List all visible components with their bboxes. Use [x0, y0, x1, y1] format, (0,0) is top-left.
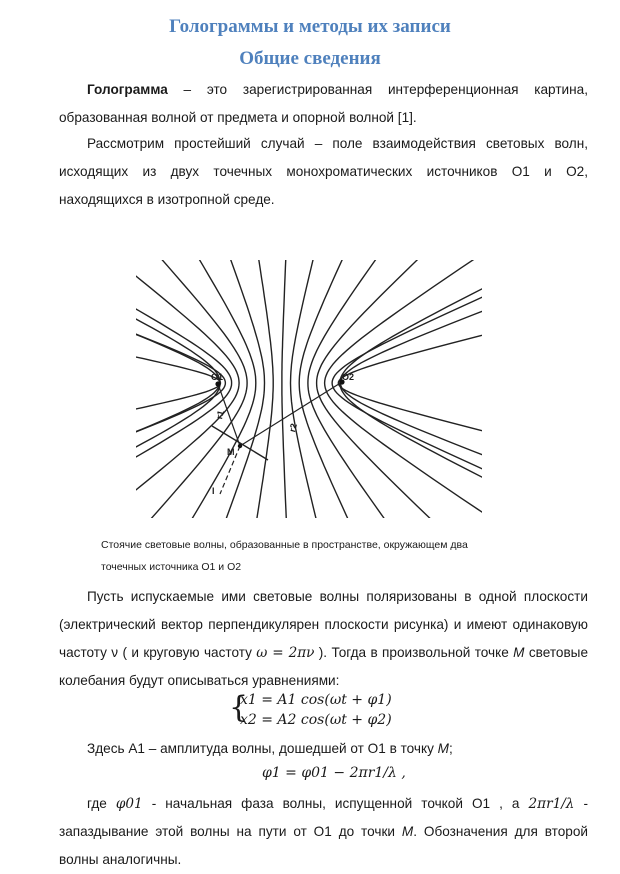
- interference-figure: [136, 260, 482, 518]
- amplitude-point: M: [437, 741, 449, 756]
- hyperbola-outer-line: [136, 260, 220, 513]
- hyperbola-outer-line: [340, 260, 482, 513]
- point-m-dot: [238, 444, 242, 448]
- hyperbola-line: [338, 287, 482, 480]
- notation-paragraph: [59, 790, 588, 874]
- hyperbola-outer-line: [341, 283, 483, 483]
- section-subtitle: Общие сведения: [239, 48, 381, 69]
- phi01-symbol: φ01: [115, 796, 143, 812]
- where-text-b: - начальная фаза волны, испущенной точкой О1 , а: [142, 796, 529, 811]
- where-text-a: где: [87, 796, 116, 811]
- page-title: Голограммы и методы их записи: [169, 16, 451, 37]
- simple-case-paragraph: Рассмотрим простейший случай – поле взаимодействия световых волн, исходящих из двух точечных монохроматических источников О1 и О2, находящихся в изотропной среде.: [59, 136, 588, 207]
- polarization-text-a: Пусть испускаемые ими световые волны поляризованы в одной плоскости (электрический вектор перпендикулярен плоскости рисунка) и имеют одинаковую частоту ν ( и круговую частоту: [59, 589, 588, 660]
- label-i: I: [212, 486, 215, 496]
- where-text-c: - запаздывание этой волны на пути от О1 до точки: [59, 796, 588, 839]
- polarization-text-b: ). Тогда в произвольной точке: [314, 645, 514, 660]
- equation-x1: x1 = A1 cos(ωt + φ1): [240, 692, 392, 708]
- term-hologram: Голограмма: [87, 82, 168, 97]
- wavefront-line: [212, 426, 268, 460]
- phase-equation: φ1 = φ01 − 2πr1/λ ,: [262, 765, 406, 781]
- amplitude-text: Здесь А1 – амплитуда волны, дошедшей от О1 в точку: [87, 741, 438, 756]
- where-point: M: [401, 824, 414, 839]
- label-r2: r2: [287, 422, 299, 434]
- amplitude-paragraph: [59, 735, 588, 763]
- amplitude-end: ;: [449, 741, 453, 756]
- omega-formula: ω = 2πν: [256, 645, 315, 661]
- definition-text: – это зарегистрированная интерференционная картина, образованная волной от предмета и опорной волной [1].: [59, 82, 588, 125]
- hyperbola-line: [136, 304, 224, 462]
- hologram-definition: [59, 76, 588, 132]
- label-r1: r1: [214, 409, 226, 421]
- source-o1-dot: [215, 381, 220, 386]
- hyperbola-line: [299, 260, 410, 518]
- caption-line-1: Стоячие световые волны, образованные в пространстве, окружающем два: [101, 539, 468, 551]
- polarization-paragraph: [59, 583, 588, 695]
- label-m: M: [227, 447, 235, 457]
- interference-hyperbolas: [136, 260, 482, 518]
- label-o2: O2: [342, 372, 355, 382]
- equation-x2: x2 = A2 cos(ωt + φ2): [240, 712, 392, 728]
- equation-system-brace: {: [229, 690, 249, 725]
- figure-caption: [101, 534, 521, 578]
- polarization-text-c: световые колебания будут описываться уравнениями:: [59, 645, 589, 688]
- hyperbola-line: [332, 260, 482, 518]
- caption-line-2: точечных источника О1 и О2: [101, 561, 242, 573]
- delay-formula: 2πr1/λ: [528, 796, 575, 812]
- point-m-symbol: M: [513, 645, 525, 660]
- where-text-d: . Обозначения для второй волны аналогичны.: [59, 824, 588, 867]
- hyperbola-line: [308, 260, 469, 518]
- label-o1: O1: [211, 372, 224, 382]
